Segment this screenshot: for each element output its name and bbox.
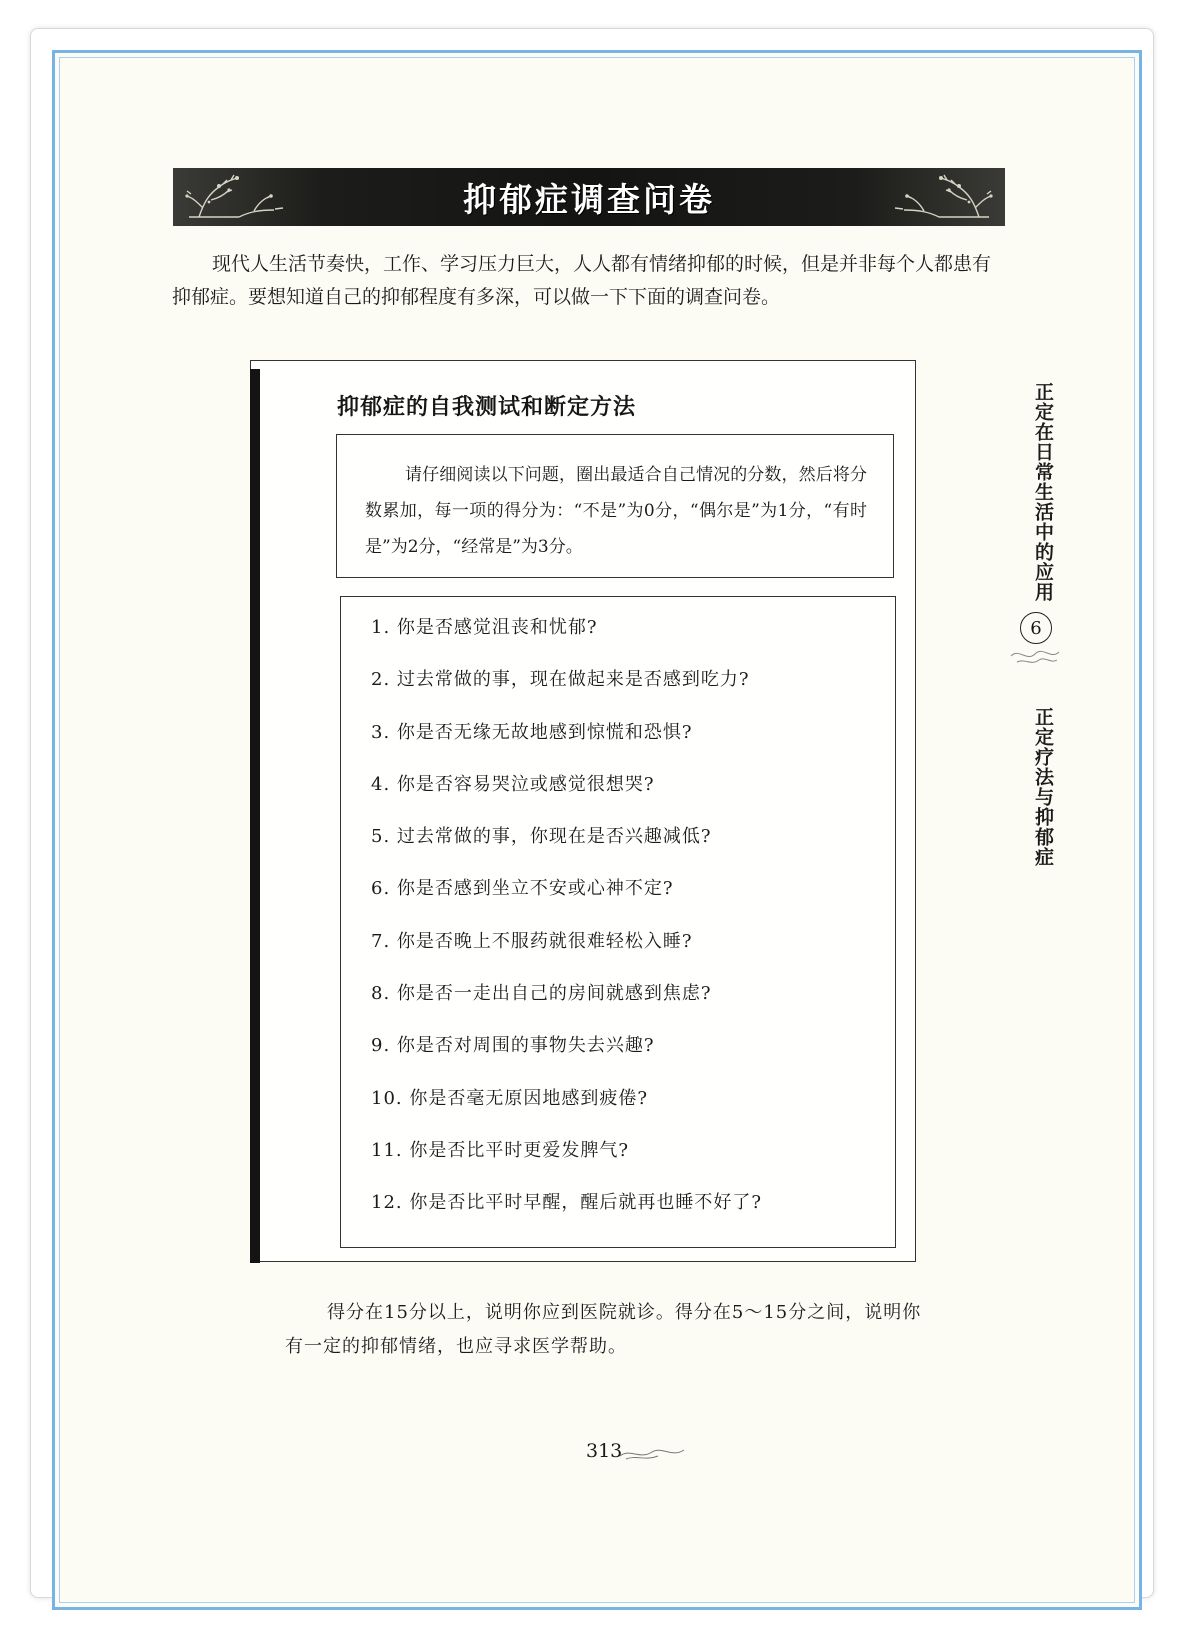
page-title: 抑郁症调查问卷: [463, 179, 715, 219]
tree-ornament-icon: [179, 172, 309, 222]
question-item: 3. 你是否无缘无故地感到惊慌和恐惧?: [371, 721, 693, 743]
question-item: 7. 你是否晚上不服药就很难轻松入睡?: [371, 930, 693, 952]
side-section-title: 正定疗法与抑郁症: [1032, 707, 1054, 867]
question-item: 8. 你是否一走出自己的房间就感到焦虑?: [371, 983, 712, 1005]
question-item: 6. 你是否感到坐立不安或心神不定?: [371, 878, 674, 900]
question-list: [340, 596, 896, 1248]
chapter-number: 6: [1020, 612, 1052, 644]
question-item: 11. 你是否比平时更爱发脾气?: [371, 1139, 629, 1161]
tree-ornament-icon: [869, 172, 999, 222]
box-accent-bar: [250, 369, 260, 1263]
page-number: 313: [586, 1440, 623, 1462]
question-item: 12. 你是否比平时早醒，醒后就再也睡不好了?: [371, 1192, 762, 1214]
question-item: 2. 过去常做的事，现在做起来是否感到吃力?: [371, 669, 750, 691]
side-chapter-title: 正定在日常生活中的应用: [1032, 382, 1054, 602]
title-banner: [173, 168, 1005, 226]
question-item: 5. 过去常做的事，你现在是否兴趣减低?: [371, 826, 712, 848]
question-item: 9. 你是否对周围的事物失去兴趣?: [371, 1035, 655, 1057]
question-item: 4. 你是否容易哭泣或感觉很想哭?: [371, 773, 655, 795]
instructions-text: 请仔细阅读以下问题，圈出最适合自己情况的分数，然后将分数累加，每一项的得分为：“不是”为0分，“偶尔是”为1分，“有时是”为2分，“经常是”为3分。: [365, 465, 867, 557]
swirl-ornament-icon: [618, 1444, 686, 1462]
question-item: 10. 你是否毫无原因地感到疲倦?: [371, 1087, 648, 1109]
conclusion-paragraph: 得分在15分以上，说明你应到医院就诊。得分在5～15分之间，说明你有一定的抑郁情绪，也应寻求医学帮助。: [285, 1302, 922, 1357]
box-title: 抑郁症的自我测试和断定方法: [337, 394, 637, 420]
question-item: 1. 你是否感觉沮丧和忧郁?: [371, 617, 598, 638]
instructions-box: [336, 434, 894, 578]
intro-paragraph: 现代人生活节奏快，工作、学习压力巨大，人人都有情绪抑郁的时候，但是并非每个人都患有抑郁症。要想知道自己的抑郁程度有多深，可以做一下下面的调查问卷。: [172, 253, 992, 308]
cloud-ornament-icon: [1005, 640, 1065, 670]
